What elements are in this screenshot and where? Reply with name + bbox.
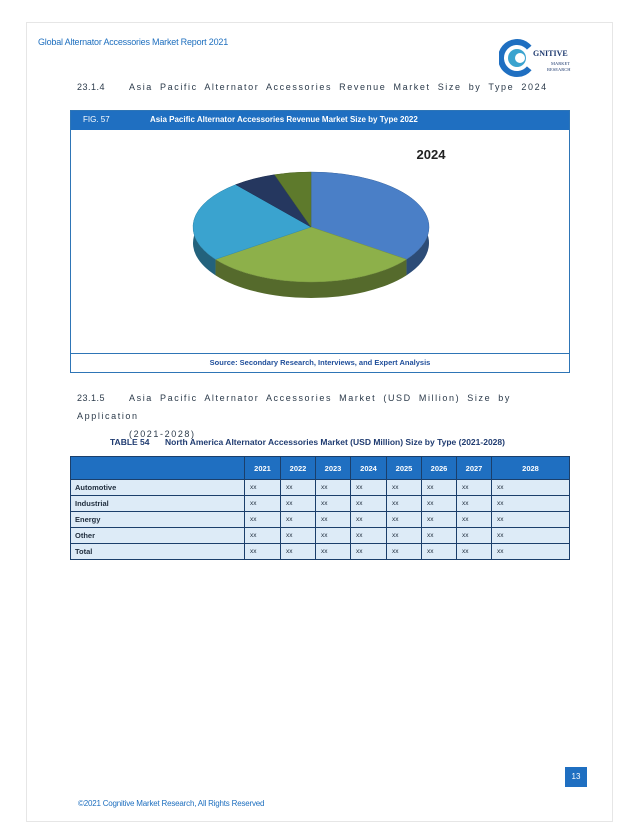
- table-number: TABLE 54: [110, 437, 150, 447]
- table-header-cell: 2021: [245, 457, 281, 480]
- figure-title: Asia Pacific Alternator Accessories Revenue Market Size by Type 2022: [150, 115, 418, 124]
- market-size-table: [70, 456, 570, 560]
- table-cell: xx: [245, 496, 281, 512]
- table-cell: xx: [351, 480, 387, 496]
- table-cell: xx: [281, 544, 316, 560]
- section-number: 23.1.5: [77, 393, 106, 403]
- footer-copyright: ©2021 Cognitive Market Research, All Rights Reserved: [78, 799, 265, 808]
- table-cell: xx: [422, 512, 457, 528]
- figure-header-bar: [71, 111, 569, 130]
- table-cell: xx: [351, 512, 387, 528]
- table-cell: xx: [351, 528, 387, 544]
- section-heading-23-1-5: [77, 389, 577, 443]
- table-header-cell: 2024: [351, 457, 387, 480]
- table-cell: xx: [281, 480, 316, 496]
- figure-label: FIG. 57: [83, 115, 110, 124]
- table-cell: xx: [457, 496, 492, 512]
- row-label: Total: [71, 544, 245, 560]
- table-header-cell: 2028: [492, 457, 570, 480]
- table-cell: xx: [245, 512, 281, 528]
- table-cell: xx: [457, 544, 492, 560]
- section-number: 23.1.4: [77, 82, 106, 92]
- table-cell: xx: [316, 528, 351, 544]
- table-header-cell: 2025: [387, 457, 422, 480]
- table-row: [71, 496, 570, 512]
- table-row: [71, 512, 570, 528]
- section-title-line1: Asia Pacific Alternator Accessories Market (USD Million) Size by Application: [77, 393, 511, 421]
- table-cell: xx: [422, 544, 457, 560]
- table-cell: xx: [492, 512, 570, 528]
- table-cell: xx: [281, 512, 316, 528]
- table-cell: xx: [387, 496, 422, 512]
- table-cell: xx: [281, 496, 316, 512]
- table-cell: xx: [316, 512, 351, 528]
- table-cell: xx: [457, 528, 492, 544]
- table-cell: xx: [316, 480, 351, 496]
- section-title-line2: (2021-2028): [129, 429, 196, 439]
- figure-box: [70, 110, 570, 373]
- pie-chart: [171, 139, 471, 339]
- section-title: Asia Pacific Alternator Accessories Revenue Market Size by Type 2024: [129, 82, 548, 92]
- table-row: [71, 544, 570, 560]
- table-cell: xx: [457, 480, 492, 496]
- table-cell: xx: [245, 544, 281, 560]
- table-cell: xx: [492, 528, 570, 544]
- table-cell: xx: [351, 544, 387, 560]
- row-label: Energy: [71, 512, 245, 528]
- table-header-cell: 2026: [422, 457, 457, 480]
- table-title: North America Alternator Accessories Market (USD Million) Size by Type (2021-2028): [165, 437, 505, 447]
- chart-title: 2024: [416, 147, 446, 162]
- row-label: Automotive: [71, 480, 245, 496]
- logo-line3: RESEARCH: [547, 67, 571, 72]
- table-cell: xx: [387, 512, 422, 528]
- page-number: 13: [565, 767, 587, 787]
- header-title: Global Alternator Accessories Market Report 2021: [38, 37, 228, 47]
- figure-source: Source: Secondary Research, Interviews, and Expert Analysis: [71, 353, 569, 372]
- table-cell: xx: [387, 544, 422, 560]
- company-logo: [499, 36, 585, 80]
- table-header-cell: 2022: [281, 457, 316, 480]
- logo-line2: MARKET: [551, 61, 570, 66]
- table-cell: xx: [457, 512, 492, 528]
- table-cell: xx: [387, 480, 422, 496]
- table-cell: xx: [281, 528, 316, 544]
- section-heading-23-1-4: [77, 82, 548, 92]
- table-header-cell: [71, 457, 245, 480]
- table-cell: xx: [422, 496, 457, 512]
- table-caption: [110, 437, 505, 447]
- table-cell: xx: [316, 544, 351, 560]
- logo-line1: GNITIVE: [533, 49, 568, 58]
- table-header-cell: 2023: [316, 457, 351, 480]
- table-cell: xx: [316, 496, 351, 512]
- row-label: Industrial: [71, 496, 245, 512]
- table-cell: xx: [245, 528, 281, 544]
- table-cell: xx: [387, 528, 422, 544]
- table-row: [71, 480, 570, 496]
- table-row: [71, 528, 570, 544]
- table-cell: xx: [422, 480, 457, 496]
- row-label: Other: [71, 528, 245, 544]
- table-cell: xx: [351, 496, 387, 512]
- table-cell: xx: [245, 480, 281, 496]
- table-header-row: [71, 457, 570, 480]
- table-cell: xx: [492, 496, 570, 512]
- table-header-cell: 2027: [457, 457, 492, 480]
- table-cell: xx: [492, 544, 570, 560]
- table-cell: xx: [492, 480, 570, 496]
- table-cell: xx: [422, 528, 457, 544]
